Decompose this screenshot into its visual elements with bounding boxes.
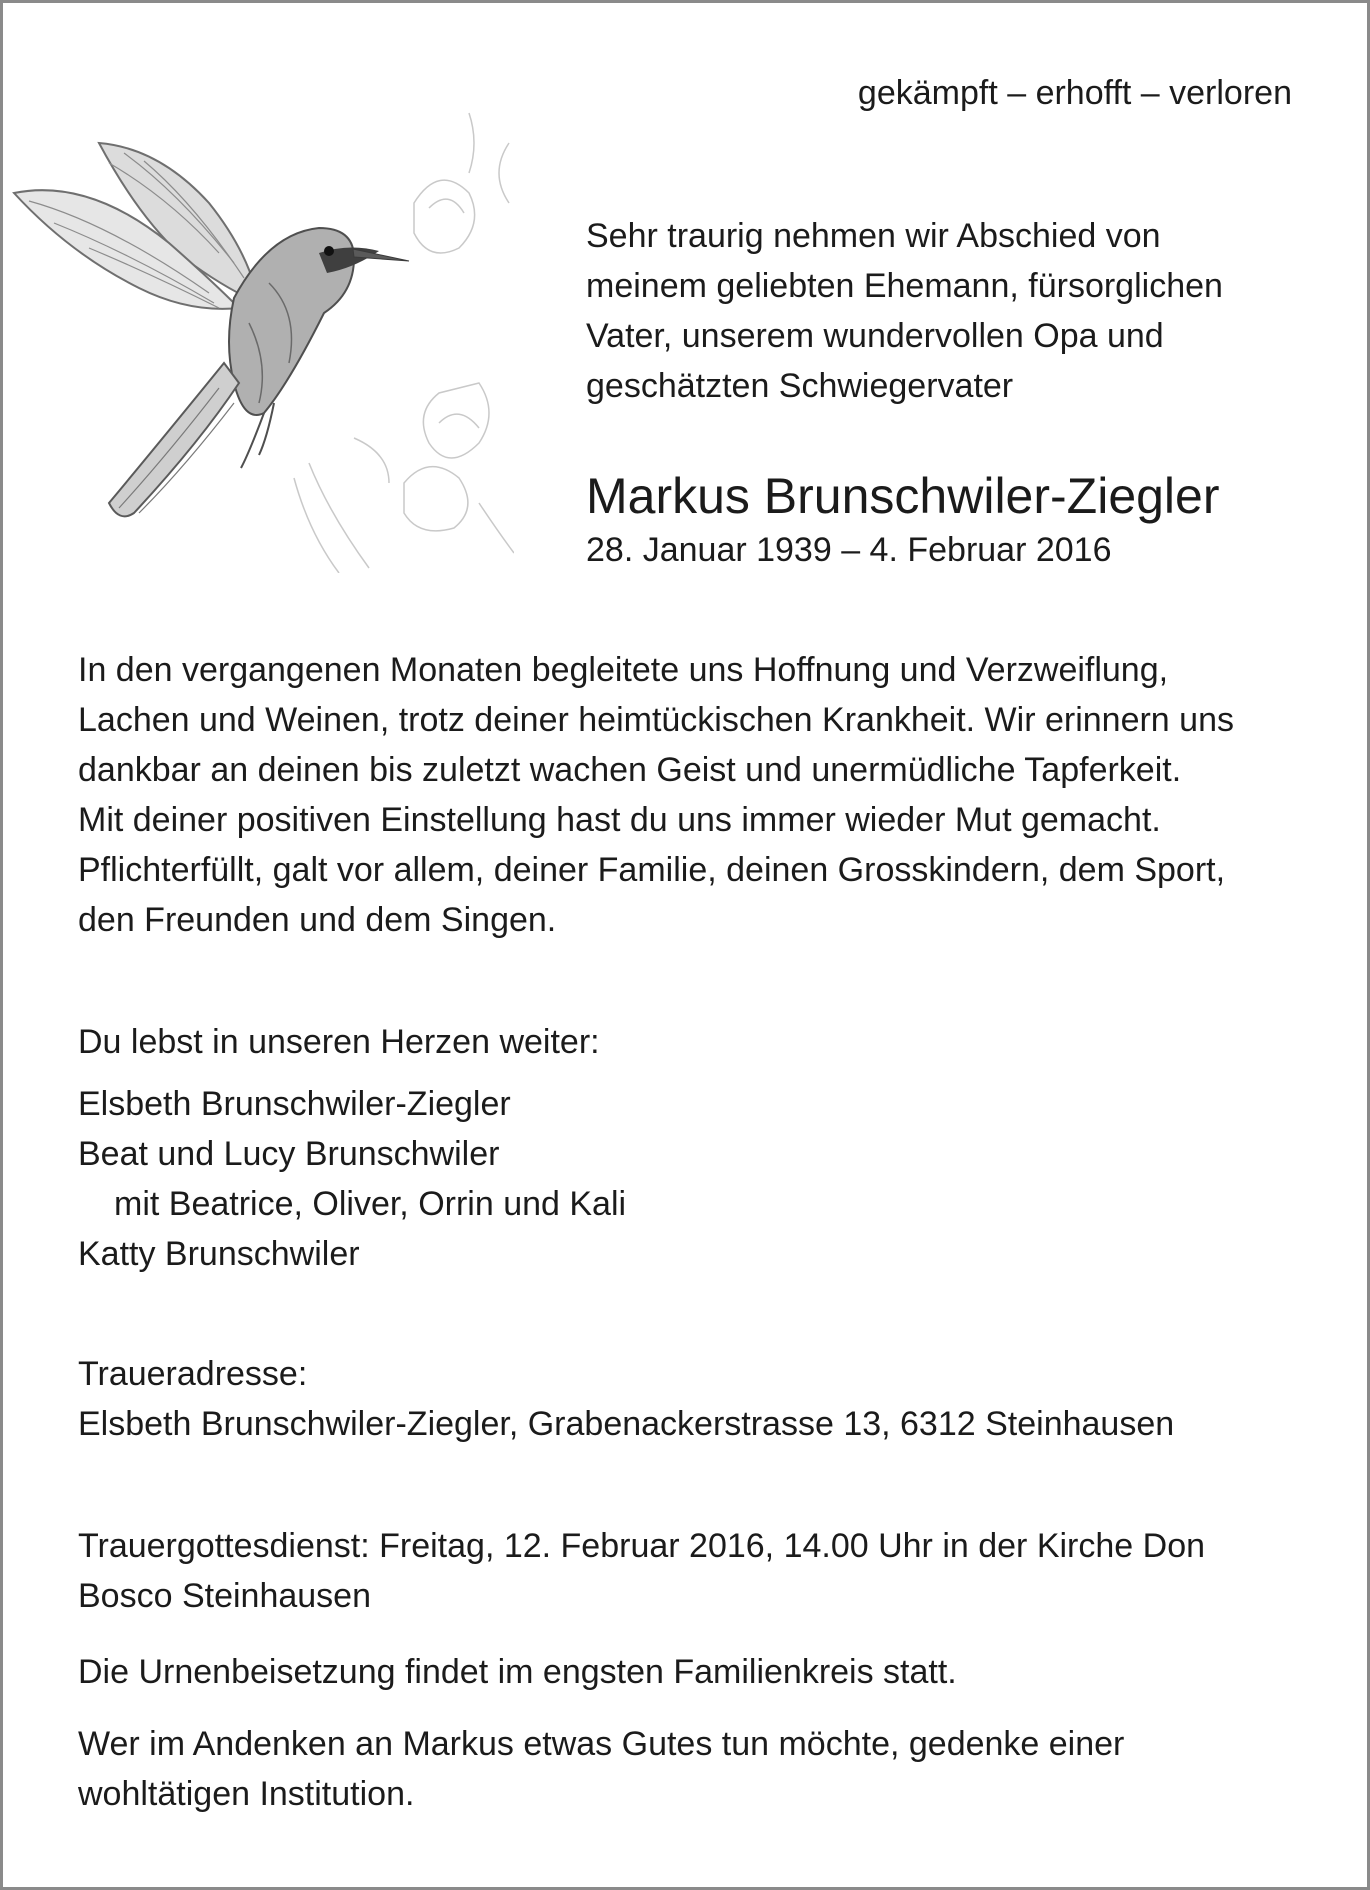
deceased-name: Markus Brunschwiler-Ziegler xyxy=(586,468,1220,524)
mourning-address-label: Traueradresse: xyxy=(78,1355,308,1393)
life-dates: 28. Januar 1939 – 4. Februar 2016 xyxy=(586,531,1112,569)
intro-line: geschätzten Schwiegervater xyxy=(586,367,1014,405)
service-line: Trauergottesdienst: Freitag, 12. Februar 2016, 14.00 Uhr in der Kirche Don xyxy=(78,1527,1206,1565)
tribute-line: Lachen und Weinen, trotz deiner heimtückischen Krankheit. Wir erinnern uns xyxy=(78,701,1234,739)
burial-info: Die Urnenbeisetzung findet im engsten Familienkreis statt. xyxy=(78,1653,957,1691)
hummingbird-illustration xyxy=(9,83,514,573)
tribute-line: In den vergangenen Monaten begleitete uns Hoffnung und Verzweiflung, xyxy=(78,651,1169,689)
intro-line: Vater, unserem wundervollen Opa und xyxy=(586,317,1164,355)
motto: gekämpft – erhofft – verloren xyxy=(857,74,1292,112)
mourning-address: Elsbeth Brunschwiler-Ziegler, Grabenackerstrasse 13, 6312 Steinhausen xyxy=(78,1405,1175,1443)
mourner-entry: mit Beatrice, Oliver, Orrin und Kali xyxy=(114,1185,627,1223)
mourner-entry: Katty Brunschwiler xyxy=(78,1235,360,1273)
tribute-paragraph xyxy=(78,645,1328,945)
mourners-intro: Du lebst in unseren Herzen weiter: xyxy=(78,1023,600,1061)
tribute-line: Mit deiner positiven Einstellung hast du uns immer wieder Mut gemacht. xyxy=(78,801,1161,839)
flower-sketch xyxy=(294,113,514,573)
tribute-line: dankbar an deinen bis zuletzt wachen Geist und unermüdliche Tapferkeit. xyxy=(78,751,1182,789)
intro-line: meinem geliebten Ehemann, fürsorglichen xyxy=(586,267,1223,305)
mourner-entry: Elsbeth Brunschwiler-Ziegler xyxy=(78,1085,511,1123)
hummingbird xyxy=(14,143,409,516)
farewell-intro xyxy=(586,211,1306,411)
mourner-entry: Beat und Lucy Brunschwiler xyxy=(78,1135,500,1173)
tribute-line: den Freunden und dem Singen. xyxy=(78,901,557,939)
funeral-service-info xyxy=(78,1521,1205,1621)
intro-line: Sehr traurig nehmen wir Abschied von xyxy=(586,217,1161,255)
service-line: Bosco Steinhausen xyxy=(78,1577,371,1615)
mourners-list xyxy=(78,1079,626,1279)
donation-note xyxy=(78,1719,1124,1819)
tribute-line: Pflichterfüllt, galt vor allem, deiner Familie, deinen Grosskindern, dem Sport, xyxy=(78,851,1226,889)
donation-line: wohltätigen Institution. xyxy=(78,1775,415,1813)
donation-line: Wer im Andenken an Markus etwas Gutes tun möchte, gedenke einer xyxy=(78,1725,1125,1763)
